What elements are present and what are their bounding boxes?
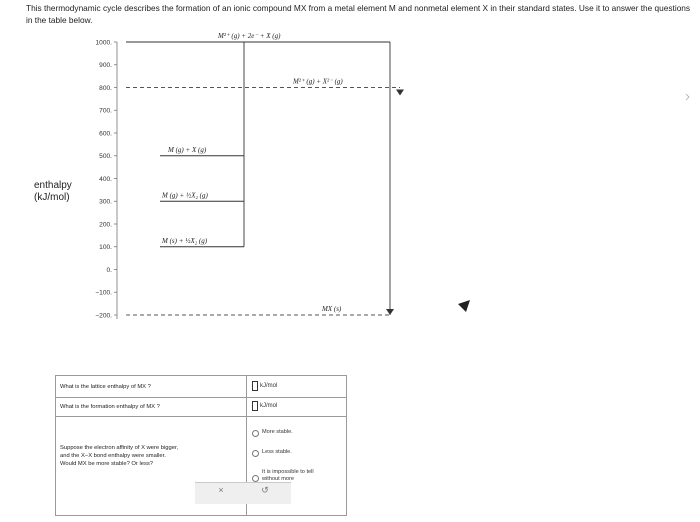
formation-enthalpy-answer (252, 401, 277, 411)
lattice-enthalpy-answer (252, 381, 277, 391)
formation-enthalpy-input[interactable] (252, 401, 258, 411)
option-label: Less stable. (262, 449, 292, 455)
electron-affinity-arrow-head (396, 90, 404, 96)
undo-button[interactable]: ↺ (261, 485, 269, 495)
energy-levels (126, 32, 400, 315)
radio-button[interactable] (252, 430, 259, 437)
table-row (56, 397, 346, 417)
action-bar (195, 482, 291, 504)
tick-label: 200. (99, 221, 112, 229)
tick-label: 1000. (95, 39, 112, 47)
lattice-enthalpy-input[interactable] (252, 381, 258, 391)
tick-label: 500. (99, 153, 112, 161)
tick-label: 600. (99, 130, 112, 138)
unit-label: kJ/mol (260, 403, 278, 409)
chevron-right-icon (686, 94, 689, 100)
option-label: More stable. (262, 429, 293, 435)
level-label: M²⁺ (g) + X²⁻ (g) (293, 77, 343, 86)
tick-label: 800. (99, 84, 112, 92)
tick-label: 0. (106, 266, 112, 274)
level-label: MX (s) (322, 305, 342, 313)
table-row (56, 376, 346, 398)
lattice-arrow-head (386, 309, 394, 315)
question-stability-line1: Suppose the electron affinity of X were bigger, (60, 445, 179, 451)
option-label-line2: without more (262, 475, 295, 482)
level-label: M (g) + X (g) (168, 145, 207, 154)
tick-label: −100. (95, 289, 112, 297)
option-label-line1: It is impossible to tell (262, 469, 314, 475)
unit-label: kJ/mol (260, 383, 278, 389)
tick-label: 700. (99, 107, 112, 115)
level-label: M (s) + ½X₂ (g) (162, 236, 208, 245)
question-lattice-enthalpy: What is the lattice enthalpy of MX ? (60, 384, 151, 390)
radio-button[interactable] (252, 450, 259, 457)
tick-label: −200. (95, 312, 112, 320)
radio-button[interactable] (252, 475, 259, 482)
question-stability-line3: Would MX be more stable? Or less? (60, 461, 154, 467)
option-less-stable[interactable] (252, 449, 292, 457)
level-label: M²⁺ (g) + 2e⁻ + X (g) (218, 32, 281, 40)
option-more-stable[interactable] (252, 429, 293, 437)
clear-button[interactable]: × (218, 485, 224, 495)
tick-label: 400. (99, 175, 112, 183)
intro-text: This thermodynamic cycle describes the formation of an ionic compound MX from a metal element M and nonmetal element X in their standard states. Use it to answer the questions in the table below. (26, 3, 691, 25)
axis-ticks (95, 39, 117, 319)
cursor-icon (458, 300, 470, 312)
question-formation-enthalpy: What is the formation enthalpy of MX ? (60, 404, 160, 410)
level-label: M (g) + ½X₂ (g) (162, 191, 208, 200)
tick-label: 300. (99, 198, 112, 206)
question-stability (60, 444, 178, 468)
axis-label-line2: (kJ/mol) (34, 192, 70, 203)
axis-label-line1: enthalpy (34, 180, 72, 191)
question-stability-line2: and the X−X bond enthalpy were smaller. (60, 453, 166, 459)
tick-label: 900. (99, 62, 112, 70)
tick-label: 100. (99, 244, 112, 252)
